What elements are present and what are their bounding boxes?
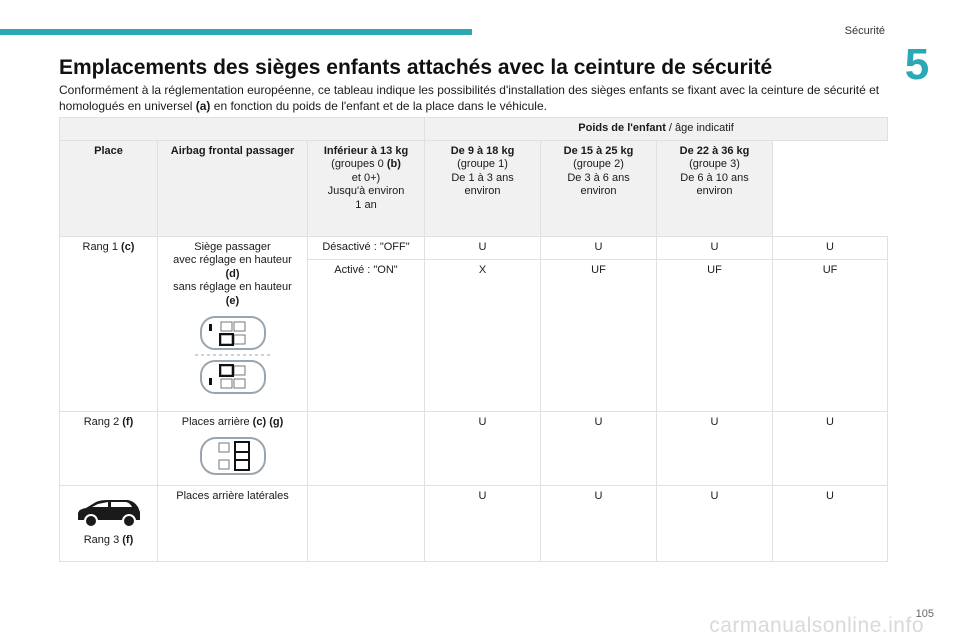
rang1-place-line1: Siège passager: [194, 240, 271, 253]
rang2-ref-c: (c): [252, 415, 267, 428]
group-2-line3: environ: [580, 185, 617, 197]
intro-ref-a: (a): [195, 99, 211, 113]
rang1-label: Rang 1: [82, 240, 122, 253]
rang2-label: Rang 2: [83, 415, 123, 428]
table-header-row-weight: [60, 118, 888, 141]
rang1-rank-cell: [60, 236, 158, 411]
col-header-airbag: Airbag frontal passager: [158, 140, 308, 236]
chapter-number: 5: [904, 40, 930, 89]
rang3-ref: (f): [122, 533, 134, 546]
rang1-airbag-on: Activé : "ON": [308, 259, 425, 411]
rang1-place-line3: sans réglage en hauteur: [173, 281, 292, 293]
rang3-value-1: U: [541, 485, 657, 561]
rang1-off-value-2: U: [657, 236, 773, 259]
table-header-row-groups: [60, 140, 888, 236]
rang1-off-value-3: U: [773, 236, 888, 259]
table-row-rang3: [60, 485, 888, 561]
rang3-value-0: U: [425, 485, 541, 561]
rang2-value-2: U: [657, 411, 773, 485]
rang2-ref-g: (g): [269, 415, 284, 428]
rang1-on-value-0: X: [425, 259, 541, 411]
rang1-airbag-off: Désactivé : "OFF": [308, 236, 425, 259]
group-0-kg: Inférieur à 13 kg: [323, 144, 409, 157]
group-3-line2: De 6 à 10 ans: [680, 171, 749, 184]
group-0-line4: 1 an: [355, 198, 377, 211]
rang1-on-value-3: UF: [773, 259, 888, 411]
watermark: carmanualsonline.info: [709, 614, 924, 637]
rang1-off-value-0: U: [425, 236, 541, 259]
rang1-off-value-1: U: [541, 236, 657, 259]
rang2-value-3: U: [773, 411, 888, 485]
col-header-group-3: [657, 140, 773, 236]
rang1-ref: (c): [121, 240, 135, 253]
child-seat-table: [59, 117, 888, 562]
intro-paragraph: [59, 82, 887, 114]
weight-header-bold: Poids de l'enfant: [578, 122, 666, 134]
empty-header-cell: [60, 118, 425, 141]
table-row-rang2: [60, 411, 888, 485]
weight-header-rest: / âge indicatif: [665, 122, 734, 134]
group-0-line1-text: (groupes 0: [331, 158, 387, 170]
rang2-place-text: Places arrière: [181, 415, 253, 428]
col-header-place: Place: [60, 140, 158, 236]
rang3-place-cell: Places arrière latérales: [158, 485, 308, 561]
group-3-line1: (groupe 3): [689, 158, 740, 170]
group-0-ref-b: (b): [386, 158, 401, 170]
rang3-rank-cell: [60, 485, 158, 561]
rang2-place-line: [161, 416, 304, 430]
front-seats-diagram-icon: [195, 314, 271, 396]
group-0-line1: [311, 158, 421, 172]
group-1-kg: De 9 à 18 kg: [450, 144, 515, 157]
rang1-ref-e: (e): [225, 294, 240, 307]
group-0-line3: Jusqu'à environ: [327, 185, 405, 197]
col-header-group-0: [308, 140, 425, 236]
page-title: Emplacements des sièges enfants attachés avec la ceinture de sécurité: [59, 56, 773, 79]
rang2-value-1: U: [541, 411, 657, 485]
rang3-value-2: U: [657, 485, 773, 561]
group-2-line1: (groupe 2): [573, 158, 624, 170]
rang2-airbag-cell: [308, 411, 425, 485]
section-name: Sécurité: [844, 25, 885, 37]
rang2-ref: (f): [122, 415, 134, 428]
header-accent-bar: [0, 29, 472, 35]
rang3-label: Rang 3: [83, 533, 123, 546]
col-header-group-2: [541, 140, 657, 236]
group-1-line2: De 1 à 3 ans: [451, 171, 514, 184]
group-0-line2: et 0+): [351, 171, 381, 184]
group-3-kg: De 22 à 36 kg: [679, 144, 750, 157]
intro-text-2: en fonction du poids de l'enfant et de la place dans le véhicule.: [210, 99, 547, 113]
intro-text-1: Conformément à la réglementation européenne, ce tableau indique les possibilités d'installation des sièges enfants se fixant avec la ceinture de sécurité et homologués en universel: [59, 83, 880, 113]
weight-header-cell: [425, 118, 888, 141]
rang1-on-value-1: UF: [541, 259, 657, 411]
group-1-line1: (groupe 1): [457, 158, 508, 170]
group-1-line3: environ: [464, 185, 501, 197]
rear-seats-diagram-icon: [195, 435, 271, 477]
rang1-place-line2: avec réglage en hauteur: [173, 254, 292, 266]
col-header-group-1: [425, 140, 541, 236]
rang1-ref-d: (d): [225, 267, 240, 280]
group-2-kg: De 15 à 25 kg: [563, 144, 634, 157]
group-3-line3: environ: [696, 185, 733, 197]
rang3-airbag-cell: [308, 485, 425, 561]
rang2-value-0: U: [425, 411, 541, 485]
rang1-place-cell: [158, 236, 308, 411]
page-number: 105: [915, 608, 934, 620]
table-row-rang1-off: [60, 236, 888, 259]
rang1-on-value-2: UF: [657, 259, 773, 411]
car-side-icon: [74, 496, 144, 528]
group-2-line2: De 3 à 6 ans: [567, 171, 630, 184]
rang2-rank-cell: [60, 411, 158, 485]
rang2-place-cell: [158, 411, 308, 485]
rang3-value-3: U: [773, 485, 888, 561]
